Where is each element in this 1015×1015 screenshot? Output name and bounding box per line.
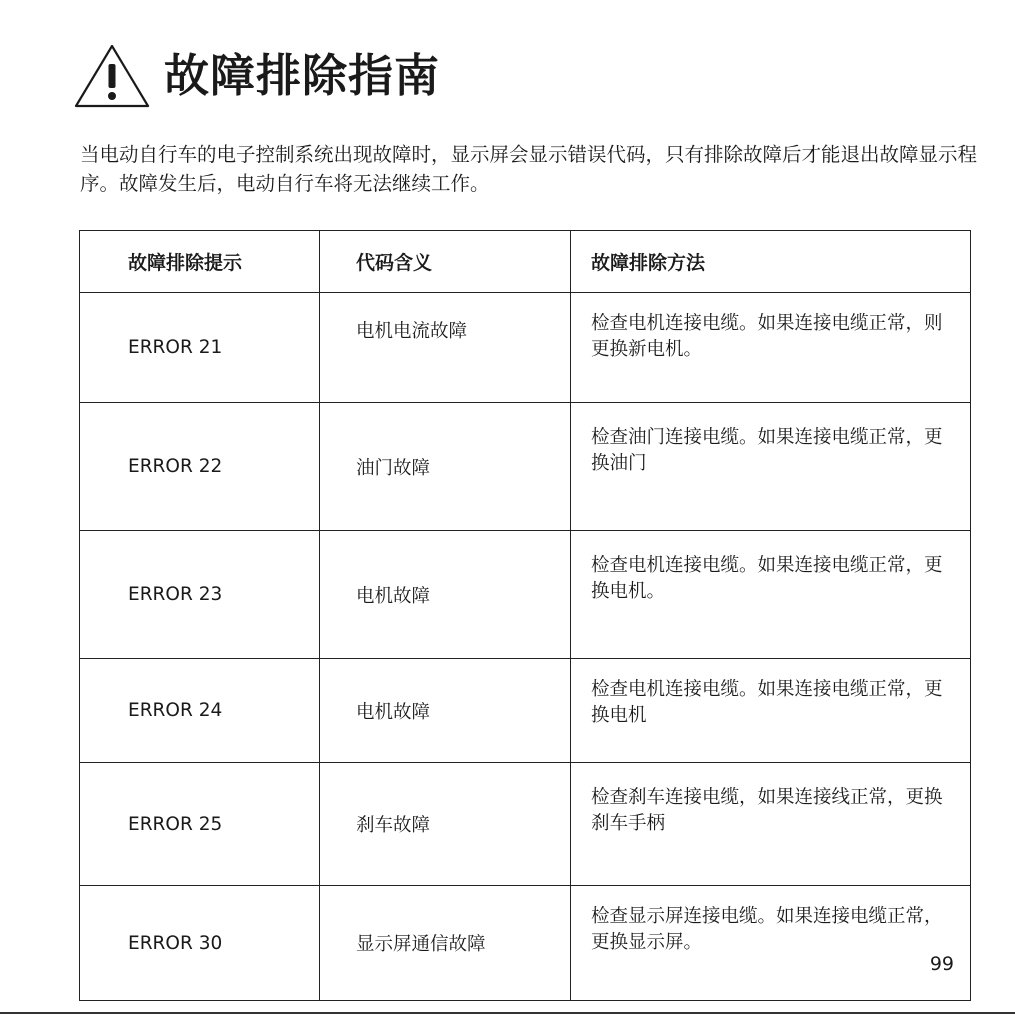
- table-row: [80, 659, 971, 763]
- page-number: 99: [929, 953, 954, 975]
- solution-cell: 检查电机连接电缆。如果连接电缆正常，更换电机。: [571, 531, 971, 659]
- solution-cell: 检查显示屏连接电缆。如果连接电缆正常，更换显示屏。: [571, 886, 971, 1001]
- table-row: [80, 886, 971, 1001]
- meaning-cell: 电机电流故障: [320, 293, 571, 403]
- meaning-cell: 油门故障: [320, 403, 571, 531]
- solution-cell: 检查油门连接电缆。如果连接电缆正常，更换油门: [571, 403, 971, 531]
- intro-paragraph: 当电动自行车的电子控制系统出现故障时，显示屏会显示错误代码，只有排除故障后才能退出故障显示程序。故障发生后，电动自行车将无法继续工作。: [80, 143, 978, 195]
- table-row: [80, 763, 971, 886]
- header-hint: 故障排除提示: [80, 231, 320, 293]
- meaning-cell: 电机故障: [320, 531, 571, 659]
- error-code-cell: ERROR 24: [80, 659, 320, 763]
- error-code-cell: ERROR 25: [80, 763, 320, 886]
- error-code-cell: ERROR 21: [80, 293, 320, 403]
- header-meaning: 代码含义: [320, 231, 571, 293]
- table-header-row: [80, 231, 971, 293]
- meaning-cell: 显示屏通信故障: [320, 886, 571, 1001]
- header-solution: 故障排除方法: [571, 231, 971, 293]
- error-code-cell: ERROR 30: [80, 886, 320, 1001]
- table-row: [80, 531, 971, 659]
- meaning-cell: 刹车故障: [320, 763, 571, 886]
- error-code-cell: ERROR 23: [80, 531, 320, 659]
- footer-divider: [0, 1012, 1015, 1014]
- error-code-table: [79, 230, 971, 1001]
- warning-triangle-icon: [72, 42, 152, 110]
- page-title-text: 故障排除指南: [164, 49, 441, 102]
- table-row: [80, 403, 971, 531]
- solution-cell: 检查电机连接电缆。如果连接电缆正常，则更换新电机。: [571, 293, 971, 403]
- page-title: [72, 42, 440, 110]
- solution-cell: 检查刹车连接电缆，如果连接线正常，更换刹车手柄: [571, 763, 971, 886]
- table-row: [80, 293, 971, 403]
- error-code-cell: ERROR 22: [80, 403, 320, 531]
- meaning-cell: 电机故障: [320, 659, 571, 763]
- solution-cell: 检查电机连接电缆。如果连接电缆正常，更换电机: [571, 659, 971, 763]
